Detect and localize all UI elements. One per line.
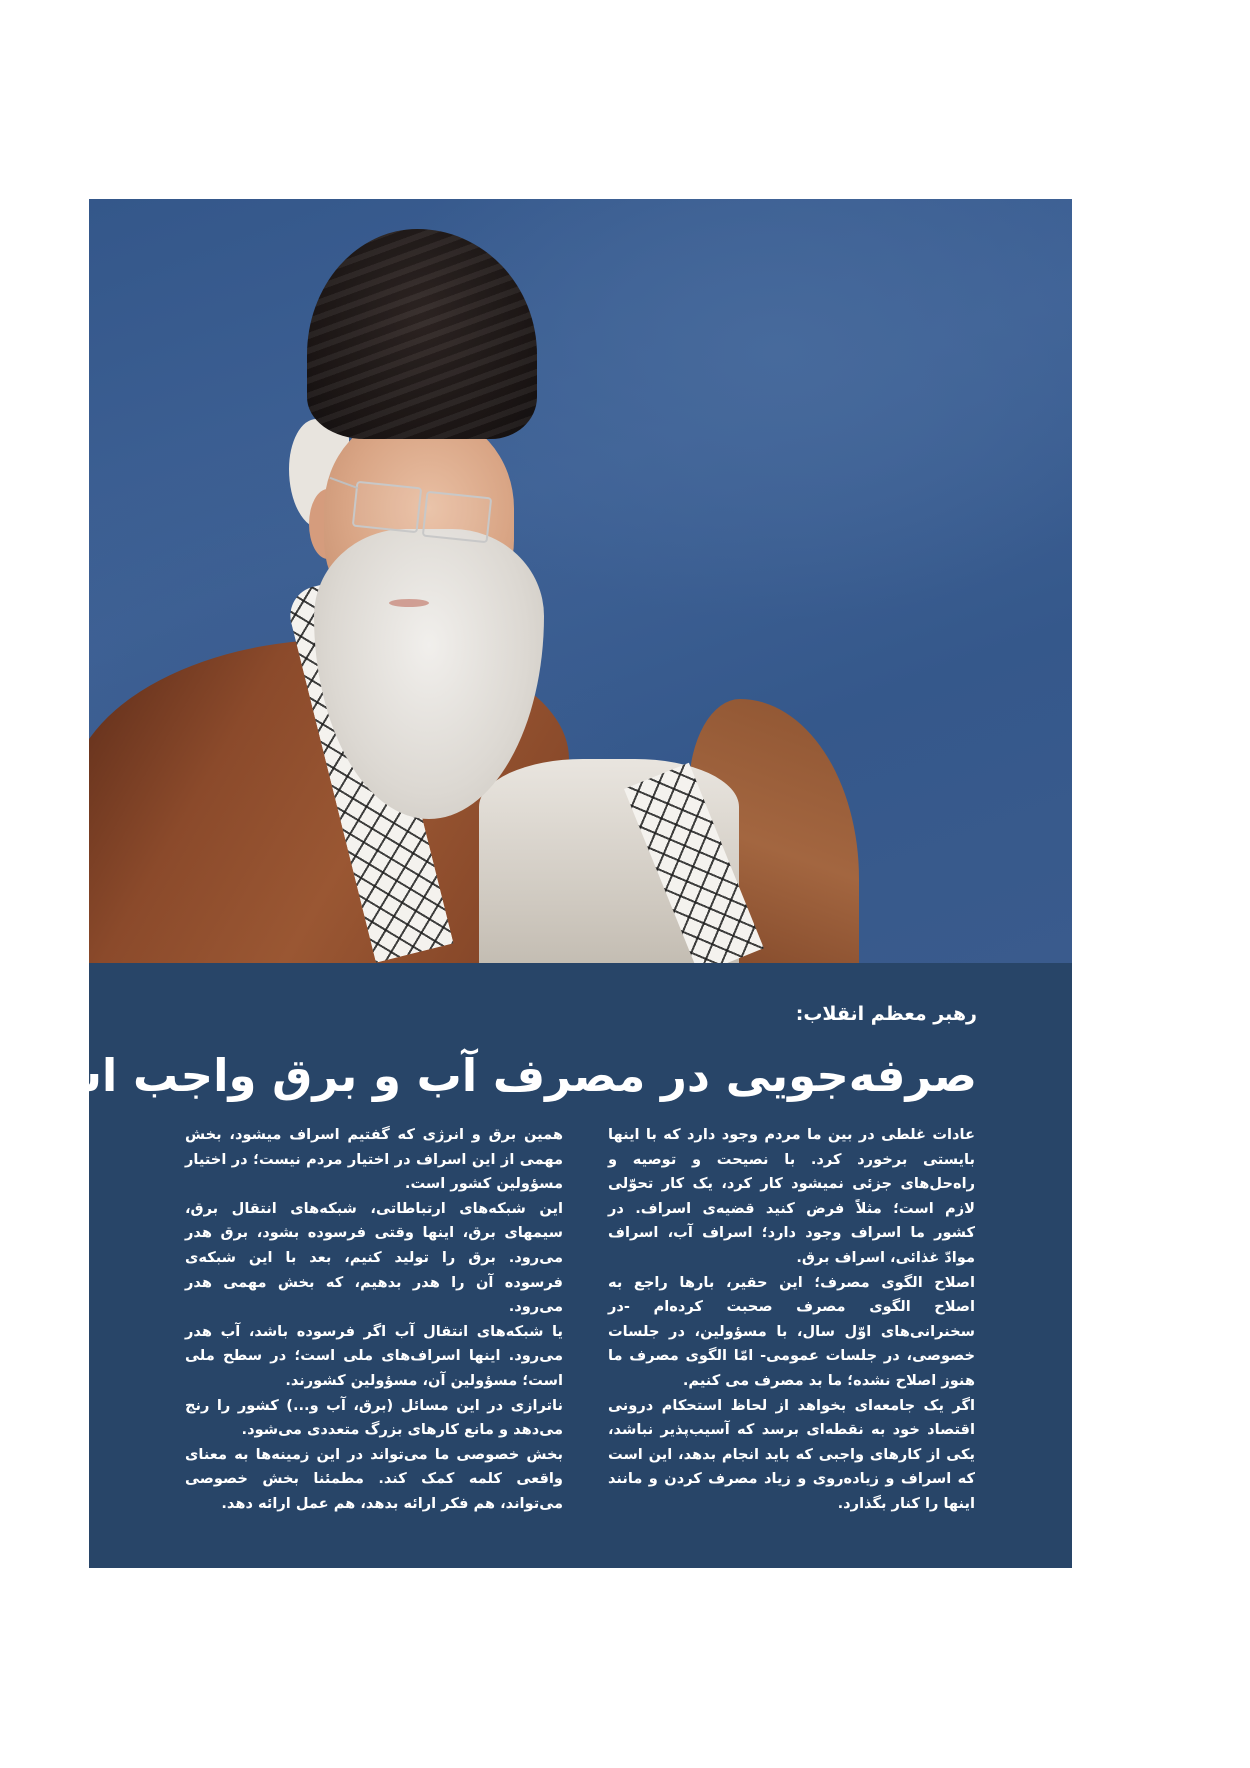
glasses-lens-right bbox=[422, 491, 492, 544]
paragraph: همین برق و انرژی که گفتیم اسراف میشود، بخش مهمی از این اسراف در اختیار مردم نیست؛ در اختیار مسؤولین کشور است. bbox=[185, 1126, 563, 1193]
article-panel bbox=[10, 963, 1072, 1568]
article-headline: صرفه‌جویی در مصرف آب و برق واجب است bbox=[10, 1049, 977, 1102]
paragraph: عادات غلطی در بین ما مردم وجود دارد که با اینها بایستی برخورد کرد. با نصیحت و توصیه و راه‌حل‌های جزئی نمیشود کار کرد، یک کار تحوّلی لازم است؛ مثلاً فرض کنید قضیه‌ی اسراف. در کشور ما اسراف وجود دارد؛ اسراف آب، اسراف موادّ غذائی، اسراف برق. bbox=[608, 1126, 975, 1266]
article-column-right bbox=[608, 1123, 975, 1517]
glasses-lens-left bbox=[352, 481, 422, 534]
paragraph: ناترازی در این مسائل (برق، آب و...) کشور را رنج می‌دهد و مانع کارهای بزرگ متعددی می‌شود. bbox=[185, 1396, 563, 1439]
article-kicker: رهبر معظم انقلاب: bbox=[795, 1003, 977, 1025]
paragraph: بخش خصوصی ما می‌تواند در این زمینه‌ها به معنای واقعی کلمه کمک کند. مطمئنا بخش خصوصی می‌تواند، هم فکر ارائه بدهد، هم عمل ارائه دهد. bbox=[185, 1445, 563, 1512]
article-column-left bbox=[185, 1123, 563, 1517]
paragraph: یا شبکه‌های انتقال آب اگر فرسوده باشد، آب هدر می‌رود. اینها اسراف‌های ملی است؛ در سطح ملی است؛ مسؤولین آن، مسؤولین کشورند. bbox=[185, 1322, 563, 1389]
paragraph: اگر یک جامعه‌ای بخواهد از لحاظ استحکام درونی اقتصاد خود به نقطه‌ای برسد که آسیب‌پذیر نباشد، یکی از کارهای واجبی که باید انجام بدهد، این است که اسراف و زیاده‌روی و زیاد مصرف کردن و مانند اینها را کنار بگذارد. bbox=[608, 1396, 975, 1512]
paragraph: این شبکه‌های ارتباطاتی، شبکه‌های انتقال برق، سیمهای برق، اینها وقتی فرسوده بشود، برق هدر می‌رود. برق را تولید کنیم، بعد با این شبکه‌ی فرسوده آن را هدر بدهیم، که بخش مهمی هدر می‌رود. bbox=[185, 1199, 563, 1316]
portrait-photo bbox=[89, 199, 1072, 964]
paragraph: اصلاح الگوی مصرف؛ این حقیر، بارها راجع به اصلاح الگوی مصرف صحبت کرده‌ام -در سخنرانی‌های اوّل سال، با مسؤولین، در جلسات خصوصی، در جلسات عمومی- امّا الگوی مصرف ما هنوز اصلاح نشده؛ ما بد مصرف می کنیم. bbox=[608, 1273, 975, 1389]
mouth-shape bbox=[389, 599, 429, 607]
turban-shape bbox=[307, 229, 537, 439]
